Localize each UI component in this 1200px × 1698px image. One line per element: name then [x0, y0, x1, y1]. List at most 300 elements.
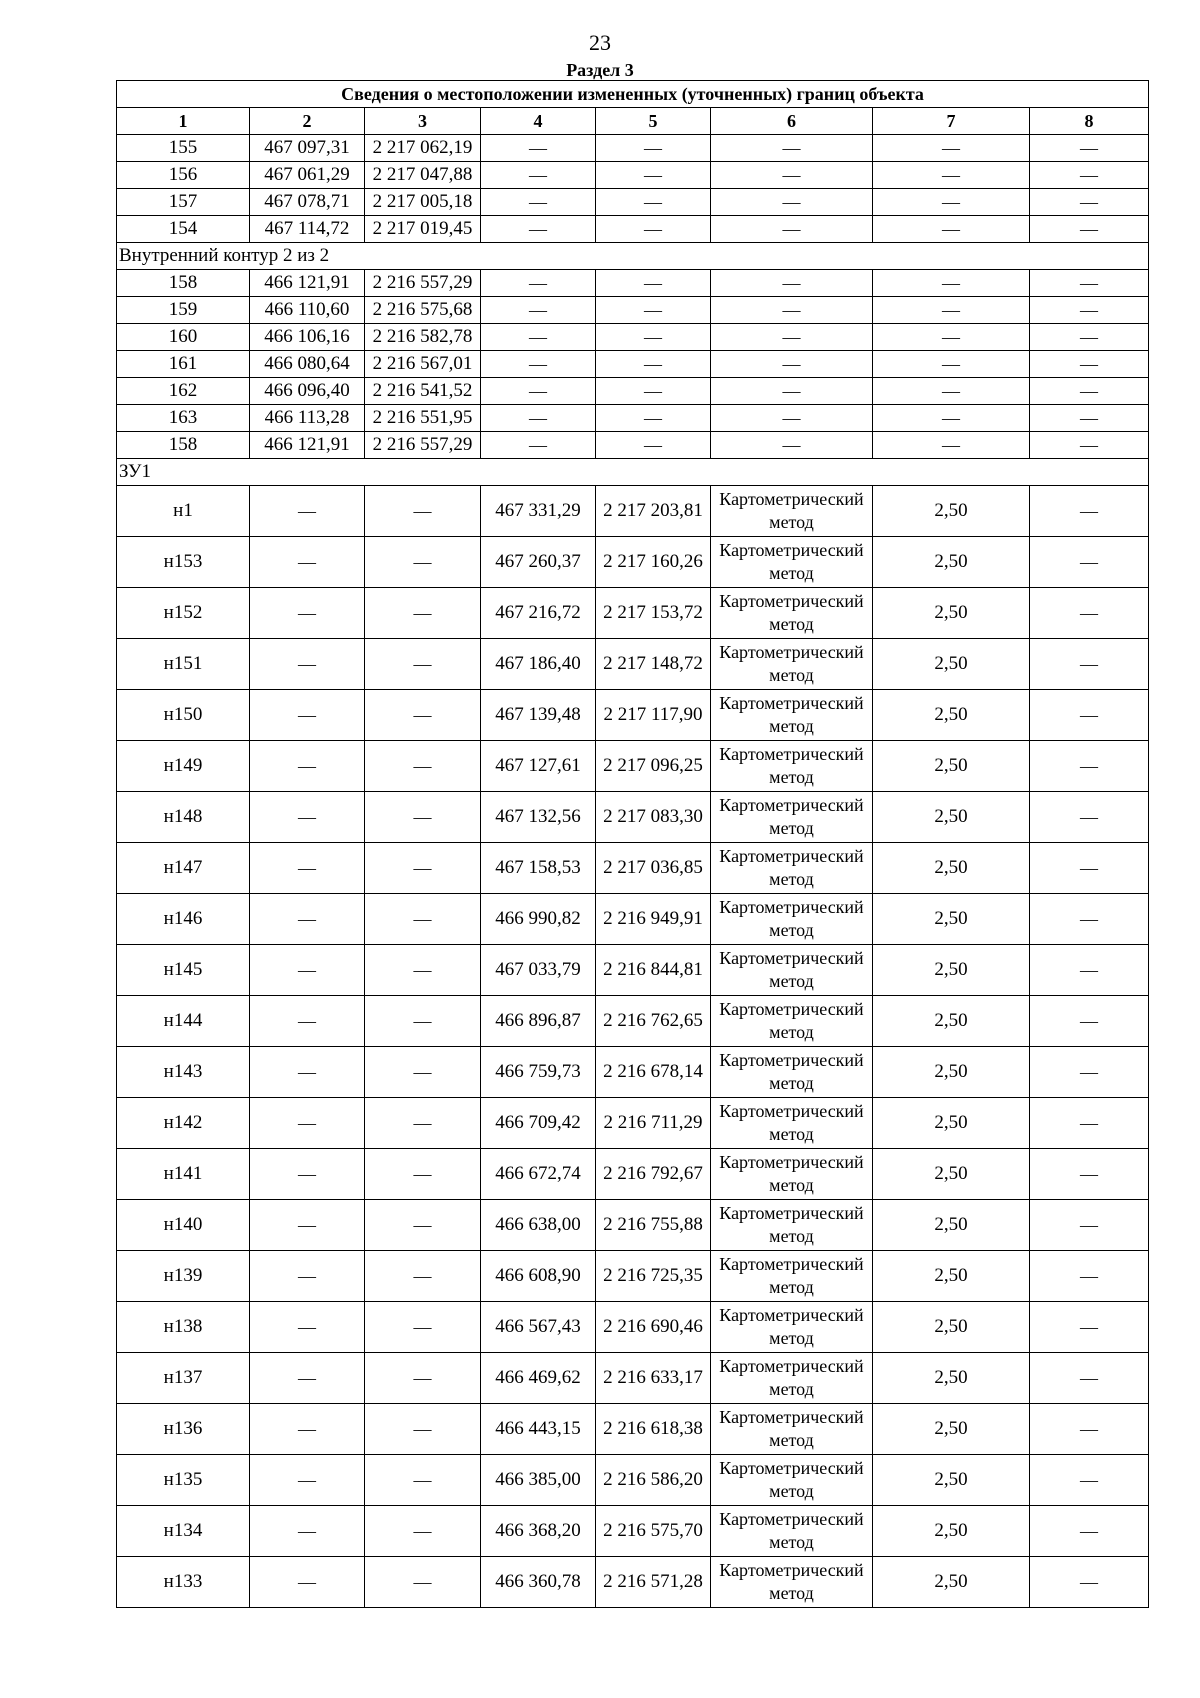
point-number-cell: н148: [117, 792, 250, 843]
point-number-cell: 155: [117, 135, 250, 162]
old-y-cell: 2 217 062,19: [365, 135, 481, 162]
table-row: [117, 162, 1149, 189]
old-y-cell: 2 216 567,01: [365, 351, 481, 378]
new-y-cell: 2 216 711,29: [596, 1098, 711, 1149]
new-y-cell: —: [596, 189, 711, 216]
column-number: 3: [365, 108, 481, 135]
old-y-cell: —: [365, 996, 481, 1047]
note-cell: —: [1030, 1404, 1149, 1455]
old-y-cell: 2 217 019,45: [365, 216, 481, 243]
note-cell: —: [1030, 297, 1149, 324]
accuracy-cell: 2,50: [873, 1251, 1030, 1302]
new-x-cell: —: [481, 351, 596, 378]
old-y-cell: —: [365, 1455, 481, 1506]
old-y-cell: —: [365, 588, 481, 639]
point-number-cell: н151: [117, 639, 250, 690]
new-x-cell: 467 216,72: [481, 588, 596, 639]
point-number-cell: н149: [117, 741, 250, 792]
table-row: [117, 537, 1149, 588]
method-cell: —: [711, 378, 873, 405]
old-y-cell: —: [365, 1506, 481, 1557]
table-row: [117, 1149, 1149, 1200]
old-y-cell: 2 217 005,18: [365, 189, 481, 216]
note-cell: —: [1030, 588, 1149, 639]
accuracy-cell: 2,50: [873, 588, 1030, 639]
old-x-cell: 466 121,91: [250, 270, 365, 297]
note-cell: —: [1030, 1047, 1149, 1098]
point-number-cell: 154: [117, 216, 250, 243]
note-cell: —: [1030, 216, 1149, 243]
note-cell: —: [1030, 537, 1149, 588]
new-x-cell: 467 132,56: [481, 792, 596, 843]
new-y-cell: —: [596, 405, 711, 432]
old-x-cell: 466 113,28: [250, 405, 365, 432]
new-y-cell: 2 216 792,67: [596, 1149, 711, 1200]
old-y-cell: —: [365, 1200, 481, 1251]
new-x-cell: 466 385,00: [481, 1455, 596, 1506]
new-y-cell: 2 216 844,81: [596, 945, 711, 996]
column-number: 2: [250, 108, 365, 135]
old-x-cell: 467 061,29: [250, 162, 365, 189]
new-y-cell: 2 216 725,35: [596, 1251, 711, 1302]
new-x-cell: 466 443,15: [481, 1404, 596, 1455]
method-cell: Картометрический метод: [711, 639, 873, 690]
accuracy-cell: 2,50: [873, 894, 1030, 945]
table-row: [117, 324, 1149, 351]
accuracy-cell: 2,50: [873, 537, 1030, 588]
new-y-cell: 2 216 633,17: [596, 1353, 711, 1404]
note-cell: —: [1030, 690, 1149, 741]
table-row: [117, 1557, 1149, 1608]
new-y-cell: 2 217 153,72: [596, 588, 711, 639]
old-x-cell: 467 078,71: [250, 189, 365, 216]
note-cell: —: [1030, 1557, 1149, 1608]
new-x-cell: 467 331,29: [481, 486, 596, 537]
table-row: [117, 189, 1149, 216]
method-cell: —: [711, 297, 873, 324]
new-x-cell: 467 033,79: [481, 945, 596, 996]
point-number-cell: н133: [117, 1557, 250, 1608]
point-number-cell: 163: [117, 405, 250, 432]
method-cell: Картометрический метод: [711, 1455, 873, 1506]
old-x-cell: 466 121,91: [250, 432, 365, 459]
method-cell: Картометрический метод: [711, 690, 873, 741]
new-x-cell: 466 759,73: [481, 1047, 596, 1098]
old-y-cell: 2 216 575,68: [365, 297, 481, 324]
point-number-cell: н150: [117, 690, 250, 741]
old-x-cell: —: [250, 1506, 365, 1557]
point-number-cell: н147: [117, 843, 250, 894]
new-x-cell: 466 469,62: [481, 1353, 596, 1404]
accuracy-cell: —: [873, 351, 1030, 378]
column-number: 6: [711, 108, 873, 135]
method-cell: —: [711, 351, 873, 378]
old-y-cell: 2 216 582,78: [365, 324, 481, 351]
method-cell: Картометрический метод: [711, 1098, 873, 1149]
note-cell: —: [1030, 324, 1149, 351]
new-x-cell: 467 139,48: [481, 690, 596, 741]
new-y-cell: —: [596, 378, 711, 405]
old-y-cell: —: [365, 945, 481, 996]
table-row: [117, 1047, 1149, 1098]
method-cell: Картометрический метод: [711, 945, 873, 996]
method-cell: Картометрический метод: [711, 894, 873, 945]
accuracy-cell: 2,50: [873, 741, 1030, 792]
old-y-cell: 2 216 551,95: [365, 405, 481, 432]
point-number-cell: 161: [117, 351, 250, 378]
new-x-cell: —: [481, 162, 596, 189]
old-y-cell: —: [365, 1353, 481, 1404]
column-number: 7: [873, 108, 1030, 135]
table-row: [117, 270, 1149, 297]
method-cell: Картометрический метод: [711, 1047, 873, 1098]
accuracy-cell: 2,50: [873, 1506, 1030, 1557]
column-number: 4: [481, 108, 596, 135]
table-row: [117, 405, 1149, 432]
table-row: [117, 1251, 1149, 1302]
note-cell: —: [1030, 405, 1149, 432]
old-x-cell: —: [250, 1047, 365, 1098]
method-cell: Картометрический метод: [711, 1557, 873, 1608]
table-row: [117, 894, 1149, 945]
accuracy-cell: 2,50: [873, 1404, 1030, 1455]
note-cell: —: [1030, 894, 1149, 945]
accuracy-cell: 2,50: [873, 1353, 1030, 1404]
old-x-cell: —: [250, 1353, 365, 1404]
new-y-cell: 2 216 762,65: [596, 996, 711, 1047]
column-number-row: [117, 108, 1149, 135]
new-y-cell: 2 217 148,72: [596, 639, 711, 690]
new-x-cell: 466 672,74: [481, 1149, 596, 1200]
old-y-cell: —: [365, 1047, 481, 1098]
point-number-cell: н139: [117, 1251, 250, 1302]
new-x-cell: —: [481, 270, 596, 297]
method-cell: Картометрический метод: [711, 1149, 873, 1200]
old-x-cell: —: [250, 996, 365, 1047]
new-y-cell: 2 217 036,85: [596, 843, 711, 894]
point-number-cell: н142: [117, 1098, 250, 1149]
old-y-cell: —: [365, 486, 481, 537]
table-row: [117, 588, 1149, 639]
table-row: [117, 1455, 1149, 1506]
old-y-cell: 2 217 047,88: [365, 162, 481, 189]
accuracy-cell: —: [873, 324, 1030, 351]
new-y-cell: —: [596, 135, 711, 162]
method-cell: Картометрический метод: [711, 996, 873, 1047]
new-x-cell: —: [481, 216, 596, 243]
method-cell: Картометрический метод: [711, 1302, 873, 1353]
old-x-cell: —: [250, 792, 365, 843]
boundary-table: [116, 80, 1149, 1608]
new-y-cell: 2 216 571,28: [596, 1557, 711, 1608]
method-cell: Картометрический метод: [711, 588, 873, 639]
new-x-cell: 467 127,61: [481, 741, 596, 792]
method-cell: —: [711, 405, 873, 432]
new-x-cell: —: [481, 297, 596, 324]
accuracy-cell: —: [873, 189, 1030, 216]
old-x-cell: 467 114,72: [250, 216, 365, 243]
old-x-cell: —: [250, 1251, 365, 1302]
point-number-cell: н140: [117, 1200, 250, 1251]
new-x-cell: 466 368,20: [481, 1506, 596, 1557]
old-x-cell: 466 106,16: [250, 324, 365, 351]
point-number-cell: н146: [117, 894, 250, 945]
new-y-cell: 2 216 690,46: [596, 1302, 711, 1353]
column-number: 8: [1030, 108, 1149, 135]
table-caption: Сведения о местоположении измененных (уточненных) границ объекта: [117, 81, 1149, 108]
method-cell: Картометрический метод: [711, 792, 873, 843]
table-row: [117, 351, 1149, 378]
accuracy-cell: 2,50: [873, 486, 1030, 537]
old-y-cell: —: [365, 792, 481, 843]
note-cell: —: [1030, 1506, 1149, 1557]
point-number-cell: 160: [117, 324, 250, 351]
new-x-cell: —: [481, 378, 596, 405]
method-cell: Картометрический метод: [711, 537, 873, 588]
point-number-cell: 158: [117, 432, 250, 459]
contour-label: Внутренний контур 2 из 2: [117, 243, 1149, 270]
new-y-cell: 2 216 586,20: [596, 1455, 711, 1506]
accuracy-cell: 2,50: [873, 1455, 1030, 1506]
table-row: [117, 1506, 1149, 1557]
accuracy-cell: —: [873, 432, 1030, 459]
new-y-cell: —: [596, 324, 711, 351]
note-cell: —: [1030, 1455, 1149, 1506]
point-number-cell: н135: [117, 1455, 250, 1506]
old-x-cell: —: [250, 537, 365, 588]
point-number-cell: 159: [117, 297, 250, 324]
new-x-cell: 467 186,40: [481, 639, 596, 690]
point-number-cell: н138: [117, 1302, 250, 1353]
table-row: [117, 378, 1149, 405]
note-cell: —: [1030, 1251, 1149, 1302]
accuracy-cell: 2,50: [873, 639, 1030, 690]
new-x-cell: 466 608,90: [481, 1251, 596, 1302]
new-y-cell: 2 217 203,81: [596, 486, 711, 537]
new-y-cell: 2 217 096,25: [596, 741, 711, 792]
new-x-cell: —: [481, 405, 596, 432]
old-y-cell: —: [365, 1404, 481, 1455]
old-y-cell: —: [365, 1557, 481, 1608]
table-row: [117, 690, 1149, 741]
accuracy-cell: —: [873, 378, 1030, 405]
old-x-cell: —: [250, 843, 365, 894]
accuracy-cell: —: [873, 405, 1030, 432]
method-cell: —: [711, 270, 873, 297]
old-x-cell: 466 110,60: [250, 297, 365, 324]
point-number-cell: н137: [117, 1353, 250, 1404]
old-x-cell: —: [250, 1557, 365, 1608]
note-cell: —: [1030, 432, 1149, 459]
table-row: [117, 741, 1149, 792]
new-y-cell: 2 216 949,91: [596, 894, 711, 945]
accuracy-cell: —: [873, 270, 1030, 297]
new-x-cell: 466 567,43: [481, 1302, 596, 1353]
table-row: [117, 1404, 1149, 1455]
old-x-cell: —: [250, 1455, 365, 1506]
point-number-cell: 157: [117, 189, 250, 216]
point-number-cell: 158: [117, 270, 250, 297]
parcel-label-row: [117, 459, 1149, 486]
old-y-cell: —: [365, 894, 481, 945]
method-cell: Картометрический метод: [711, 1353, 873, 1404]
old-x-cell: —: [250, 894, 365, 945]
new-y-cell: 2 217 160,26: [596, 537, 711, 588]
note-cell: —: [1030, 189, 1149, 216]
old-x-cell: —: [250, 1302, 365, 1353]
table-row: [117, 1200, 1149, 1251]
new-y-cell: —: [596, 432, 711, 459]
table-row: [117, 216, 1149, 243]
old-x-cell: 466 080,64: [250, 351, 365, 378]
old-y-cell: —: [365, 741, 481, 792]
old-x-cell: —: [250, 486, 365, 537]
method-cell: Картометрический метод: [711, 741, 873, 792]
note-cell: —: [1030, 1149, 1149, 1200]
old-x-cell: —: [250, 690, 365, 741]
note-cell: —: [1030, 486, 1149, 537]
new-y-cell: 2 217 083,30: [596, 792, 711, 843]
old-y-cell: —: [365, 537, 481, 588]
new-y-cell: 2 216 678,14: [596, 1047, 711, 1098]
old-y-cell: —: [365, 1149, 481, 1200]
column-number: 1: [117, 108, 250, 135]
table-row: [117, 996, 1149, 1047]
note-cell: —: [1030, 792, 1149, 843]
method-cell: Картометрический метод: [711, 1404, 873, 1455]
method-cell: —: [711, 432, 873, 459]
method-cell: —: [711, 162, 873, 189]
accuracy-cell: 2,50: [873, 945, 1030, 996]
note-cell: —: [1030, 1353, 1149, 1404]
old-x-cell: —: [250, 639, 365, 690]
table-row: [117, 945, 1149, 996]
column-number: 5: [596, 108, 711, 135]
table-row: [117, 297, 1149, 324]
new-y-cell: —: [596, 297, 711, 324]
old-x-cell: —: [250, 741, 365, 792]
method-cell: Картометрический метод: [711, 486, 873, 537]
note-cell: —: [1030, 741, 1149, 792]
note-cell: —: [1030, 639, 1149, 690]
accuracy-cell: 2,50: [873, 690, 1030, 741]
section-title: Раздел 3: [566, 60, 634, 80]
table-row: [117, 432, 1149, 459]
table-row: [117, 1098, 1149, 1149]
point-number-cell: н153: [117, 537, 250, 588]
old-y-cell: 2 216 557,29: [365, 270, 481, 297]
note-cell: —: [1030, 1200, 1149, 1251]
method-cell: Картометрический метод: [711, 843, 873, 894]
table-row: [117, 639, 1149, 690]
new-y-cell: 2 216 618,38: [596, 1404, 711, 1455]
table-row: [117, 792, 1149, 843]
note-cell: —: [1030, 162, 1149, 189]
accuracy-cell: 2,50: [873, 996, 1030, 1047]
point-number-cell: н141: [117, 1149, 250, 1200]
accuracy-cell: 2,50: [873, 1302, 1030, 1353]
old-y-cell: —: [365, 690, 481, 741]
old-x-cell: 467 097,31: [250, 135, 365, 162]
point-number-cell: н145: [117, 945, 250, 996]
old-x-cell: —: [250, 588, 365, 639]
old-y-cell: —: [365, 1098, 481, 1149]
point-number-cell: н136: [117, 1404, 250, 1455]
method-cell: Картометрический метод: [711, 1200, 873, 1251]
accuracy-cell: 2,50: [873, 1200, 1030, 1251]
accuracy-cell: 2,50: [873, 843, 1030, 894]
accuracy-cell: 2,50: [873, 1149, 1030, 1200]
accuracy-cell: —: [873, 216, 1030, 243]
accuracy-cell: 2,50: [873, 792, 1030, 843]
new-x-cell: —: [481, 189, 596, 216]
note-cell: —: [1030, 843, 1149, 894]
note-cell: —: [1030, 135, 1149, 162]
new-y-cell: —: [596, 216, 711, 243]
method-cell: —: [711, 216, 873, 243]
old-y-cell: —: [365, 1302, 481, 1353]
old-x-cell: —: [250, 1149, 365, 1200]
new-x-cell: —: [481, 324, 596, 351]
note-cell: —: [1030, 1302, 1149, 1353]
accuracy-cell: 2,50: [873, 1098, 1030, 1149]
accuracy-cell: 2,50: [873, 1557, 1030, 1608]
point-number-cell: н1: [117, 486, 250, 537]
note-cell: —: [1030, 996, 1149, 1047]
new-x-cell: 467 158,53: [481, 843, 596, 894]
old-x-cell: —: [250, 1404, 365, 1455]
note-cell: —: [1030, 945, 1149, 996]
point-number-cell: 162: [117, 378, 250, 405]
table-row: [117, 1353, 1149, 1404]
note-cell: —: [1030, 270, 1149, 297]
new-y-cell: 2 216 755,88: [596, 1200, 711, 1251]
old-x-cell: —: [250, 945, 365, 996]
table-row: [117, 486, 1149, 537]
new-x-cell: 467 260,37: [481, 537, 596, 588]
parcel-label: ЗУ1: [117, 459, 1149, 486]
old-y-cell: 2 216 541,52: [365, 378, 481, 405]
accuracy-cell: —: [873, 135, 1030, 162]
point-number-cell: н144: [117, 996, 250, 1047]
new-y-cell: 2 216 575,70: [596, 1506, 711, 1557]
page-number: 23: [589, 30, 611, 55]
method-cell: —: [711, 324, 873, 351]
point-number-cell: н152: [117, 588, 250, 639]
new-x-cell: 466 638,00: [481, 1200, 596, 1251]
old-x-cell: —: [250, 1200, 365, 1251]
new-x-cell: 466 360,78: [481, 1557, 596, 1608]
new-y-cell: —: [596, 351, 711, 378]
old-y-cell: —: [365, 843, 481, 894]
new-y-cell: —: [596, 162, 711, 189]
method-cell: —: [711, 135, 873, 162]
accuracy-cell: —: [873, 162, 1030, 189]
new-x-cell: 466 709,42: [481, 1098, 596, 1149]
old-x-cell: 466 096,40: [250, 378, 365, 405]
old-y-cell: —: [365, 639, 481, 690]
new-x-cell: —: [481, 432, 596, 459]
method-cell: Картометрический метод: [711, 1506, 873, 1557]
point-number-cell: н134: [117, 1506, 250, 1557]
table-row: [117, 1302, 1149, 1353]
table-row: [117, 843, 1149, 894]
new-y-cell: 2 217 117,90: [596, 690, 711, 741]
new-x-cell: —: [481, 135, 596, 162]
new-x-cell: 466 896,87: [481, 996, 596, 1047]
contour-label-row: [117, 243, 1149, 270]
note-cell: —: [1030, 1098, 1149, 1149]
